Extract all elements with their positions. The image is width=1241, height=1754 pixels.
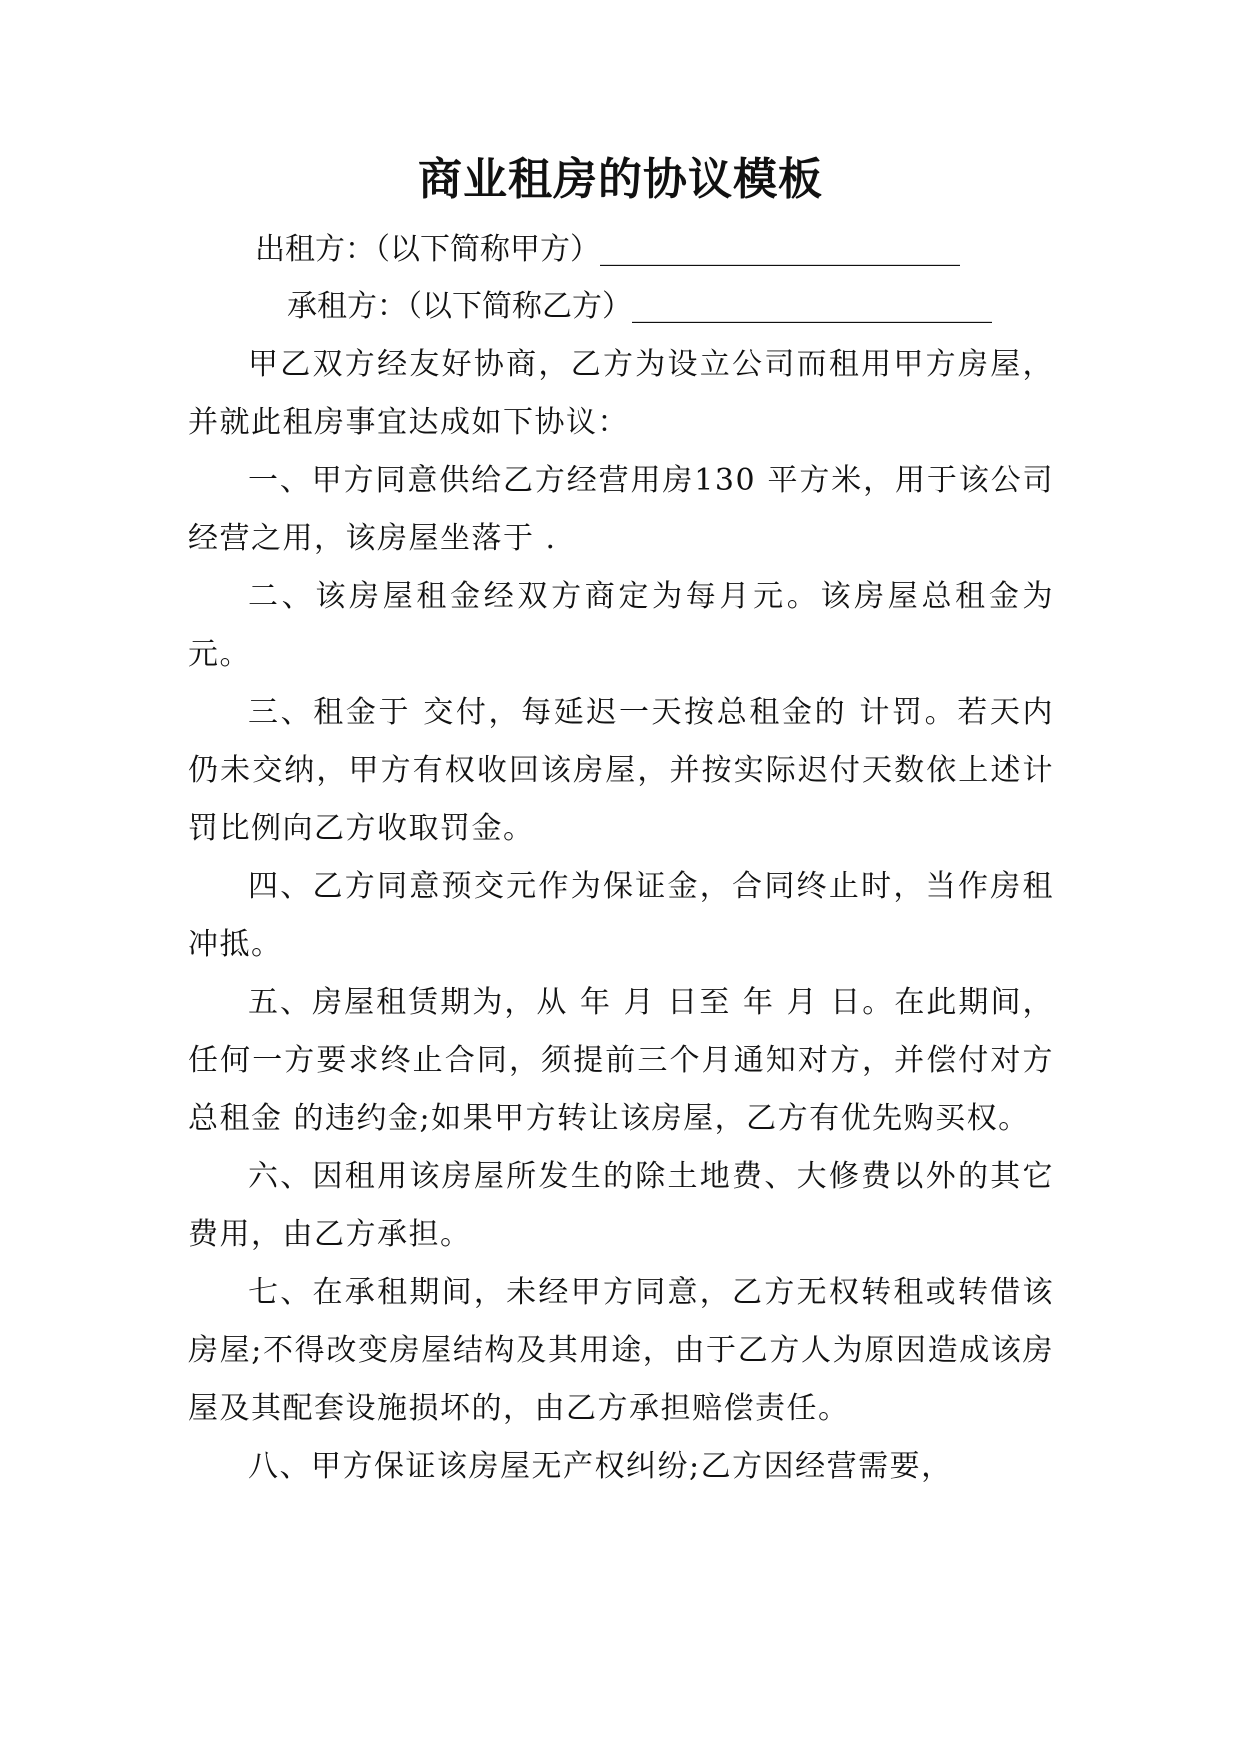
agreement-body bbox=[188, 336, 1054, 1496]
clause-1: 一、甲方同意供给乙方经营用房130 平方米，用于该公司经营之用，该房屋坐落于 . bbox=[188, 463, 1054, 556]
clause-5: 五、房屋租赁期为，从 年 月 日至 年 月 日。在此期间，任何一方要求终止合同，须提前三个月通知对方，并偿付对方总租金 的违约金;如果甲方转让该房屋，乙方有优先购买权。 bbox=[188, 985, 1054, 1136]
document-title: 商业租房的协议模板 bbox=[418, 154, 823, 205]
clause-6: 六、因租用该房屋所发生的除土地费、大修费以外的其它费用，由乙方承担。 bbox=[188, 1159, 1054, 1252]
paragraph-intro: 甲乙双方经友好协商，乙方为设立公司而租用甲方房屋，并就此租房事宜达成如下协议： bbox=[188, 347, 1054, 440]
clause-3: 三、租金于 交付，每延迟一天按总租金的 计罚。若天内仍未交纳，甲方有权收回该房屋，并按实际迟付天数依上述计罚比例向乙方收取罚金。 bbox=[188, 695, 1054, 846]
clause-4: 四、乙方同意预交元作为保证金，合同终止时，当作房租冲抵。 bbox=[188, 869, 1054, 962]
lessee-line: 承租方：（以下简称乙方）________________________ bbox=[287, 289, 992, 324]
clause-7: 七、在承租期间，未经甲方同意，乙方无权转租或转借该房屋;不得改变房屋结构及其用途，由于乙方人为原因造成该房屋及其配套设施损坏的，由乙方承担赔偿责任。 bbox=[188, 1275, 1054, 1426]
clause-2: 二、该房屋租金经双方商定为每月元。该房屋总租金为 元。 bbox=[188, 579, 1054, 672]
lessor-line: 出租方：（以下简称甲方）________________________ bbox=[255, 232, 960, 267]
clause-8: 八、甲方保证该房屋无产权纠纷;乙方因经营需要， bbox=[248, 1449, 953, 1484]
